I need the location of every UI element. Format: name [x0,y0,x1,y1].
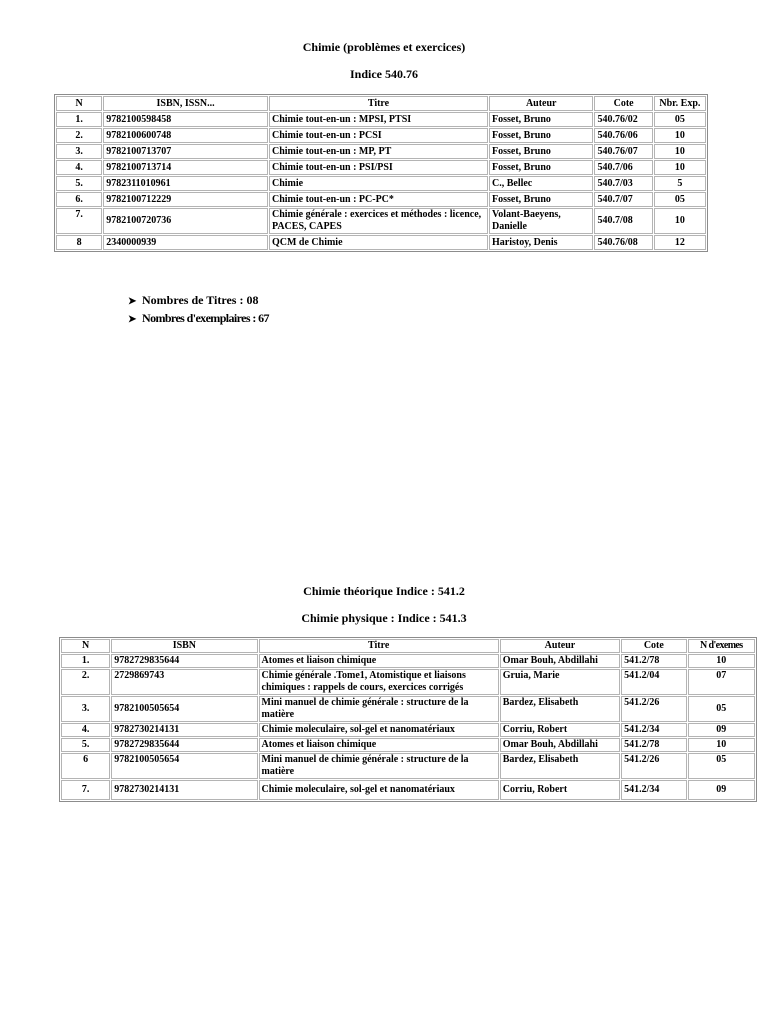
cell-titre: Chimie moleculaire, sol-gel et nanomatériaux [259,780,499,800]
col-header-auteur: Auteur [500,639,620,653]
cell-auteur: Bardez, Elisabeth [500,696,620,722]
col-header-nb-exemplaires: N d'exemes [688,639,755,653]
cell-cote: 540.7/06 [594,160,652,175]
cell-n: 5. [56,176,102,191]
cell-nb-exemplaires: 10 [688,738,755,752]
cell-cote: 541.2/34 [621,780,686,800]
section1-title: Chimie (problèmes et exercices) [302,40,466,54]
cell-titre: Chimie tout-en-un : MP, PT [269,144,488,159]
cell-nbr-exp: 05 [654,112,706,127]
cell-cote: 540.76/08 [594,235,652,250]
cell-auteur: Fosset, Bruno [489,192,593,207]
cell-titre: Chimie générale : exercices et méthodes : licence, PACES, CAPES [269,208,488,234]
cell-nbr-exp: 12 [654,235,706,250]
cell-isbn: 2729869743 [111,669,257,695]
table-row [56,192,706,207]
cell-nbr-exp: 5 [654,176,706,191]
cell-cote: 541.2/34 [621,723,686,737]
col-header-cote: Cote [621,639,686,653]
cell-nb-exemplaires: 05 [688,696,755,722]
cell-nb-exemplaires: 05 [688,753,755,779]
cell-cote: 540.7/03 [594,176,652,191]
cell-auteur: Fosset, Bruno [489,160,593,175]
cell-cote: 541.2/04 [621,669,686,695]
cell-n: 2. [61,669,110,695]
arrow-bullet-icon: ➤ [128,314,137,325]
col-header-cote: Cote [594,96,652,111]
cell-isbn: 2340000939 [103,235,268,250]
cell-auteur: Gruia, Marie [500,669,620,695]
cell-titre: Chimie moleculaire, sol-gel et nanomatériaux [259,723,499,737]
cell-cote: 541.2/26 [621,696,686,722]
table-540-76 [54,94,708,252]
cell-titre: Chimie tout-en-un : PSI/PSI [269,160,488,175]
cell-auteur: Corriu, Robert [500,723,620,737]
table-row [56,128,706,143]
table-row [61,696,755,722]
col-header-isbn: ISBN, ISSN... [103,96,268,111]
cell-cote: 541.2/26 [621,753,686,779]
cell-nb-exemplaires: 07 [688,669,755,695]
col-header-n: N [61,639,110,653]
cell-cote: 541.2/78 [621,654,686,668]
table-row [56,208,706,234]
cell-isbn: 9782100713707 [103,144,268,159]
cell-auteur: Omar Bouh, Abdillahi [500,738,620,752]
cell-nbr-exp: 05 [654,192,706,207]
section2-subtitle: Chimie physique : Indice : 541.3 [301,611,467,625]
cell-auteur: Fosset, Bruno [489,112,593,127]
cell-cote: 541.2/78 [621,738,686,752]
cell-titre: QCM de Chimie [269,235,488,250]
cell-titre: Chimie [269,176,488,191]
cell-cote: 540.76/07 [594,144,652,159]
cell-n: 3. [56,144,102,159]
table-row [56,112,706,127]
cell-cote: 540.76/06 [594,128,652,143]
section1-subtitle: Indice 540.76 [349,67,418,81]
cell-isbn: 9782729835644 [111,654,257,668]
table-header [61,639,755,653]
cell-isbn: 9782100598458 [103,112,268,127]
cell-cote: 540.7/07 [594,192,652,207]
table-header [56,96,706,111]
cell-titre: Chimie tout-en-un : MPSI, PTSI [269,112,488,127]
col-header-isbn: ISBN [111,639,257,653]
arrow-bullet-icon: ➤ [128,296,137,307]
cell-auteur: Fosset, Bruno [489,128,593,143]
cell-titre: Chimie tout-en-un : PCSI [269,128,488,143]
cell-isbn: 9782100505654 [111,696,257,722]
cell-n: 6 [61,753,110,779]
table-row [56,235,706,250]
cell-n: 4. [56,160,102,175]
section2-title: Chimie théorique Indice : 541.2 [303,584,465,598]
table-row [61,723,755,737]
col-header-titre: Titre [259,639,499,653]
cell-isbn: 9782100713714 [103,160,268,175]
cell-isbn: 9782100712229 [103,192,268,207]
cell-auteur: Omar Bouh, Abdillahi [500,654,620,668]
cell-n: 7. [61,780,110,800]
cell-nbr-exp: 10 [654,208,706,234]
cell-auteur: Haristoy, Denis [489,235,593,250]
cell-auteur: Volant-Baeyens, Danielle [489,208,593,234]
cell-auteur: C., Bellec [489,176,593,191]
summary-titles: Nombres de Titres : 08 [142,293,259,307]
table-row [61,738,755,752]
table-row [56,160,706,175]
col-header-auteur: Auteur [489,96,593,111]
cell-titre: Chimie générale .Tome1, Atomistique et liaisons chimiques : rappels de cours, exercices corrigés [259,669,499,695]
table-row [56,176,706,191]
col-header-n: N [56,96,102,111]
cell-n: 3. [61,696,110,722]
cell-n: 6. [56,192,102,207]
cell-titre: Atomes et liaison chimique [259,654,499,668]
cell-titre: Mini manuel de chimie générale : structure de la matière [259,753,499,779]
cell-isbn: 9782311010961 [103,176,268,191]
cell-nb-exemplaires: 09 [688,780,755,800]
table-row [61,669,755,695]
cell-titre: Mini manuel de chimie générale : structure de la matière [259,696,499,722]
cell-titre: Chimie tout-en-un : PC-PC* [269,192,488,207]
col-header-titre: Titre [269,96,488,111]
cell-n: 8 [56,235,102,250]
cell-auteur: Corriu, Robert [500,780,620,800]
cell-isbn: 9782100720736 [103,208,268,234]
cell-isbn: 9782100505654 [111,753,257,779]
summary-copies: Nombres d'exemplaires : 67 [142,311,269,325]
cell-nbr-exp: 10 [654,128,706,143]
cell-auteur: Fosset, Bruno [489,144,593,159]
cell-nb-exemplaires: 09 [688,723,755,737]
table-row [61,753,755,779]
table-row [61,780,755,800]
cell-n: 4. [61,723,110,737]
cell-isbn: 9782729835644 [111,738,257,752]
cell-n: 1. [61,654,110,668]
summary-list [128,292,269,328]
summary-item [128,310,269,328]
cell-nb-exemplaires: 10 [688,654,755,668]
cell-isbn: 9782730214131 [111,780,257,800]
table-541 [59,637,757,802]
table-row [61,654,755,668]
cell-isbn: 9782730214131 [111,723,257,737]
cell-n: 5. [61,738,110,752]
cell-n: 2. [56,128,102,143]
cell-titre: Atomes et liaison chimique [259,738,499,752]
col-header-nbr-exp: Nbr. Exp. [654,96,706,111]
cell-n: 1. [56,112,102,127]
cell-nbr-exp: 10 [654,160,706,175]
summary-item [128,292,269,310]
cell-isbn: 9782100600748 [103,128,268,143]
cell-n: 7. [56,208,102,234]
cell-nbr-exp: 10 [654,144,706,159]
cell-cote: 540.76/02 [594,112,652,127]
cell-auteur: Bardez, Elisabeth [500,753,620,779]
table-row [56,144,706,159]
cell-cote: 540.7/08 [594,208,652,234]
